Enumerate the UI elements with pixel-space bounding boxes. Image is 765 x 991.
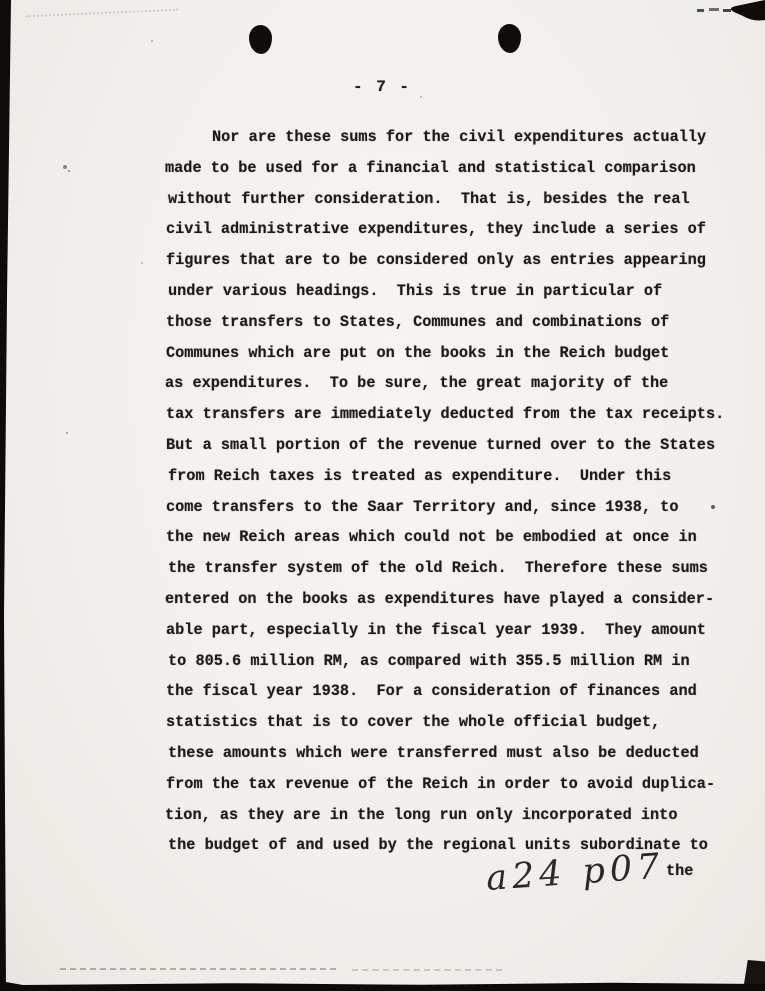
text-line: able part, especially in the fiscal year 1939. They amount [166,620,706,639]
handwritten-annotation: a24 p07 [484,846,666,899]
text-line: the new Reich areas which could not be embodied at once in [166,528,697,547]
text-line: the fiscal year 1938. For a consideration of finances and [166,682,697,701]
scan-mark-bottom-right [744,960,765,984]
document-body [166,122,751,861]
scan-edge-bottom-bar [0,981,765,991]
text-line: tion, as they are in the long run only incorporated into [165,805,678,824]
text-line: to 805.6 million RM, as compared with 355.5 million RM in [168,651,690,670]
scan-edge-left-bar [0,0,12,991]
text-line: entered on the books as expenditures have played a consider- [165,589,715,608]
faint-dashed-line [60,968,336,972]
page-number: - 7 - [352,78,411,96]
text-line: made to be used for a financial and statistical comparison [165,158,696,177]
text-line: Nor are these sums for the civil expenditures actually [212,128,707,146]
text-line: tax transfers are immediately deducted from the tax receipts. [166,405,725,424]
hole-punch-right [498,24,521,53]
text-line: Communes which are put on the books in the Reich budget [166,343,670,362]
text-line: from Reich taxes is treated as expenditure. Under this [168,466,672,485]
text-line: figures that are to be considered only as entries appearing [166,251,706,270]
text-line: the transfer system of the old Reich. Therefore these sums [168,559,708,578]
text-line: come transfers to the Saar Territory and, since 1938, to [166,497,679,516]
paper-crease-mark [26,9,178,22]
text-line: But a small portion of the revenue turned over to the States [166,435,716,454]
faint-dashed-line-2 [352,969,502,973]
text-line: statistics that is to cover the whole official budget, [166,713,661,732]
text-line: the budget of and used by the regional units subordinate to [168,836,708,855]
text-line: without further consideration. That is, besides the real [168,189,690,208]
ink-smudge-top-right [693,0,765,29]
text-line: these amounts which were transferred must also be deducted [168,743,699,762]
text-line: civil administrative expenditures, they include a series of [166,220,706,239]
text-line: under various headings. This is true in particular of [168,281,663,300]
text-line: as expenditures. To be sure, the great majority of the [165,374,669,393]
text-line: from the tax revenue of the Reich in order to avoid duplica- [166,774,716,793]
paper-specks [0,0,2,2]
text-line: those transfers to States, Communes and combinations of [166,312,670,331]
catchword: the [666,862,694,880]
hole-punch-left [249,25,272,54]
